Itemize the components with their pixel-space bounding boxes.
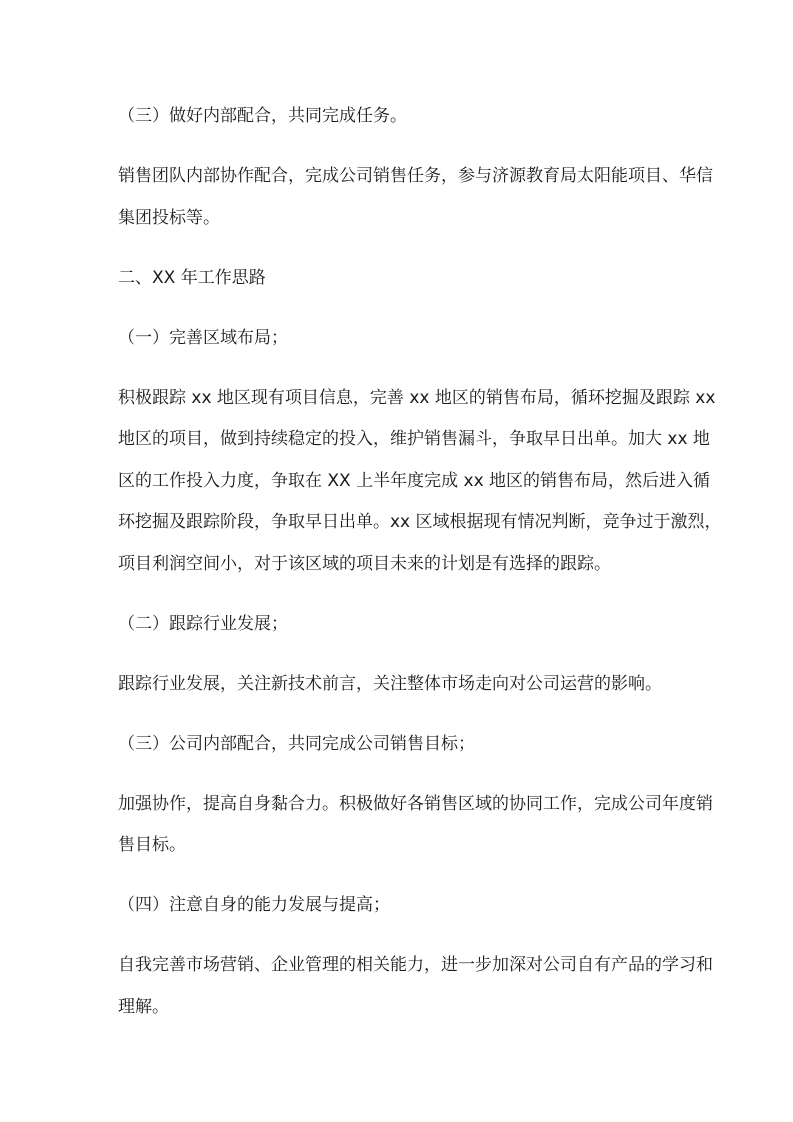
text-line: 理解。 [118,996,169,1017]
subsection-heading [118,96,688,138]
body-paragraph [118,156,713,239]
text-line: 地区的项目，做到持续稳定的投入，维护销售漏斗，争取早日出单。加大 xx 地 [118,429,710,449]
subsection-heading [118,724,688,766]
text-line: （三）做好内部配合，共同完成任务。 [118,106,407,126]
text-line: 环挖掘及跟踪阶段，争取早日出单。xx 区域根据现有情况判断，竞争过于激烈， [118,512,722,532]
body-paragraph [118,784,713,867]
subsection-heading [118,885,688,927]
text-line: 跟踪行业发展，关注新技术前言，关注整体市场走向对公司运营的影响。 [118,673,662,694]
subsection-heading [118,604,688,646]
subsection-heading [118,318,688,360]
text-line: 二、XX 年工作思路 [118,267,266,288]
text-line: （四）注意自身的能力发展与提高； [118,895,390,915]
text-line: 区的工作投入力度，争取在 XX 上半年度完成 xx 地区的销售布局，然后进入循 [118,470,711,491]
document-page [118,96,722,1047]
text-line: （三）公司内部配合，共同完成公司销售目标； [118,733,475,754]
text-line: 加强协作，提高自身黏合力。积极做好各销售区域的协同工作，完成公司年度销 [118,793,713,814]
text-line: （一）完善区域布局； [118,327,288,348]
body-paragraph [118,664,688,706]
section-heading [118,258,688,300]
text-line: 售目标。 [118,835,186,855]
text-line: 积极跟踪 xx 地区现有项目信息，完善 xx 地区的销售布局，循环挖掘及跟踪 xx [118,387,716,408]
text-line: 自我完善市场营销、企业管理的相关能力，进一步加深对公司自有产品的学习和 [118,955,713,975]
text-line: 项目利润空间小，对于该区域的项目未来的计划是有选择的跟踪。 [118,553,611,574]
body-paragraph [118,378,722,586]
text-line: 集团投标等。 [118,207,220,228]
body-paragraph [118,945,713,1028]
text-line: （二）跟踪行业发展； [118,613,288,634]
text-line: 销售团队内部协作配合，完成公司销售任务，参与济源教育局太阳能项目、华信 [118,166,713,186]
